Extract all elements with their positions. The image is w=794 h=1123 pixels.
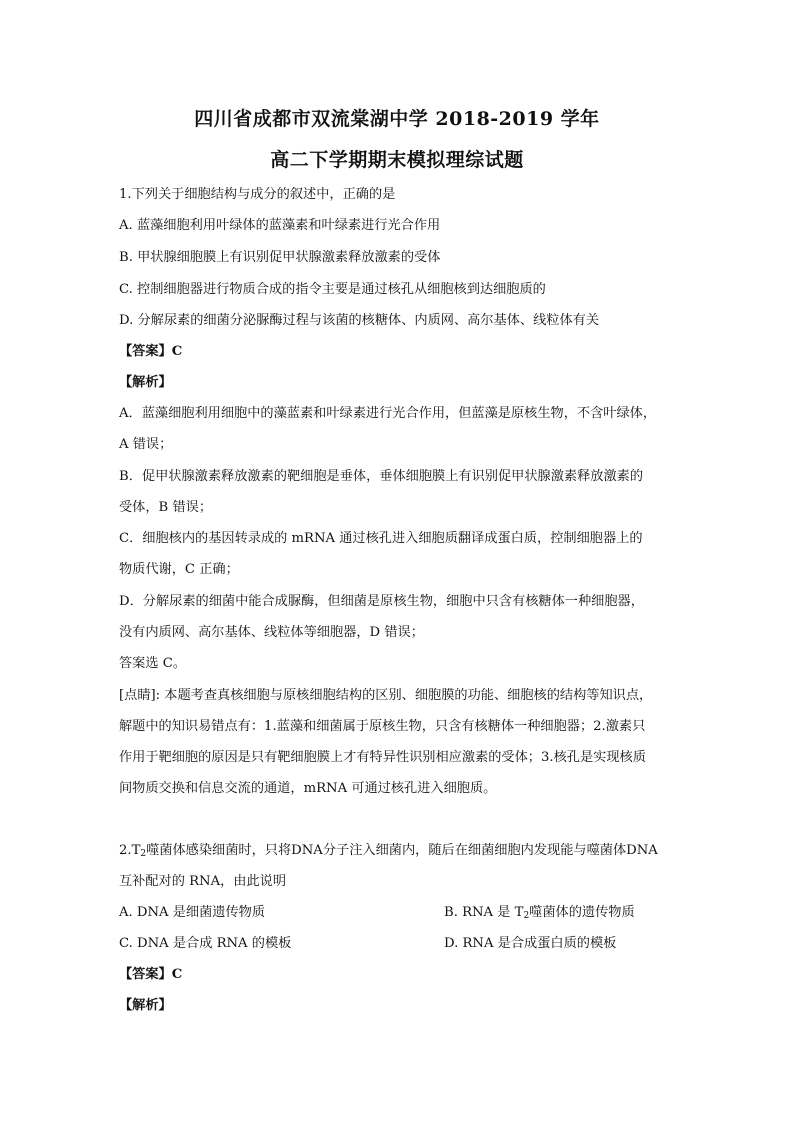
- question-1-option-b: B. 甲状腺细胞膜上有识别促甲状腺激素释放激素的受体: [119, 250, 441, 265]
- key-point-line: 间物质交换和信息交流的通道，mRNA 可通过核孔进入细胞质。: [119, 781, 497, 796]
- question-1-option-a: A. 蓝藻细胞利用叶绿体的蓝藻素和叶绿素进行光合作用: [119, 218, 441, 233]
- analysis-line: D．分解尿素的细菌中能合成脲酶，但细菌是原核生物，细胞中只含有核糖体一种细胞器，: [119, 594, 644, 609]
- analysis-line: C．细胞核内的基因转录成的 mRNA 通过核孔进入细胞质翻译成蛋白质，控制细胞器上的: [119, 531, 643, 546]
- analysis-line: A 错误；: [119, 437, 173, 452]
- question-1-option-d: D. 分解尿素的细菌分泌脲酶过程与该菌的核糖体、内质网、高尔基体、线粒体有关: [119, 313, 600, 328]
- question-2-answer: 【答案】C: [119, 967, 183, 982]
- question-1-option-c: C. 控制细胞器进行物质合成的指令主要是通过核孔从细胞核到达细胞质的: [119, 282, 546, 297]
- question-2-option-d: D. RNA 是合成蛋白质的模板: [444, 936, 617, 951]
- key-point-line: 解题中的知识易错点有：1.蓝藻和细菌属于原核生物，只含有核糖体一种细胞器；2.激素只: [119, 719, 646, 734]
- question-2-stem: $2.T_2$噬菌体感染细菌时，只将DNA分子注入细菌内，随后在细菌细胞内发现能与噬菌体DNA: [119, 843, 658, 859]
- analysis-line: 物质代谢，C 正确；: [119, 562, 239, 577]
- key-point-line: 作用于靶细胞的原因是只有靶细胞膜上才有特异性识别相应激素的受体；3.核孔是实现核质: [119, 750, 646, 765]
- question-2-option-c: C. DNA 是合成 RNA 的模板: [119, 936, 292, 951]
- question-1-analysis-label: 【解析】: [119, 375, 172, 390]
- question-2-analysis-label: 【解析】: [119, 998, 172, 1013]
- analysis-line: 受体，B 错误；: [119, 500, 213, 515]
- analysis-line: 答案选 C。: [119, 656, 187, 671]
- document-title: 四川省成都市双流棠湖中学 2018-2019 学年: [194, 108, 600, 130]
- question-2-option-b: B. RNA 是 $T_2$噬菌体的遗传物质: [444, 905, 635, 921]
- analysis-line: B．促甲状腺激素释放激素的靶细胞是垂体，垂体细胞膜上有识别促甲状腺激素释放激素的: [119, 469, 643, 484]
- analysis-line: 没有内质网、高尔基体、线粒体等细胞器，D 错误；: [119, 625, 424, 640]
- key-point-line: [点睛]: 本题考查真核细胞与原核细胞结构的区别、细胞膜的功能、细胞核的结构等知识点，: [119, 688, 653, 703]
- analysis-line: A．蓝藻细胞利用细胞中的藻蓝素和叶绿素进行光合作用，但蓝藻是原核生物，不含叶绿体，: [119, 406, 657, 421]
- question-2-stem-line2: 互补配对的 RNA，由此说明: [119, 874, 287, 889]
- document-subtitle: 高二下学期期末模拟理综试题: [270, 149, 524, 171]
- question-2-option-a: A. DNA 是细菌遗传物质: [119, 905, 266, 920]
- question-1-stem: 1.下列关于细胞结构与成分的叙述中，正确的是: [119, 187, 396, 202]
- question-1-answer: 【答案】C: [119, 344, 183, 359]
